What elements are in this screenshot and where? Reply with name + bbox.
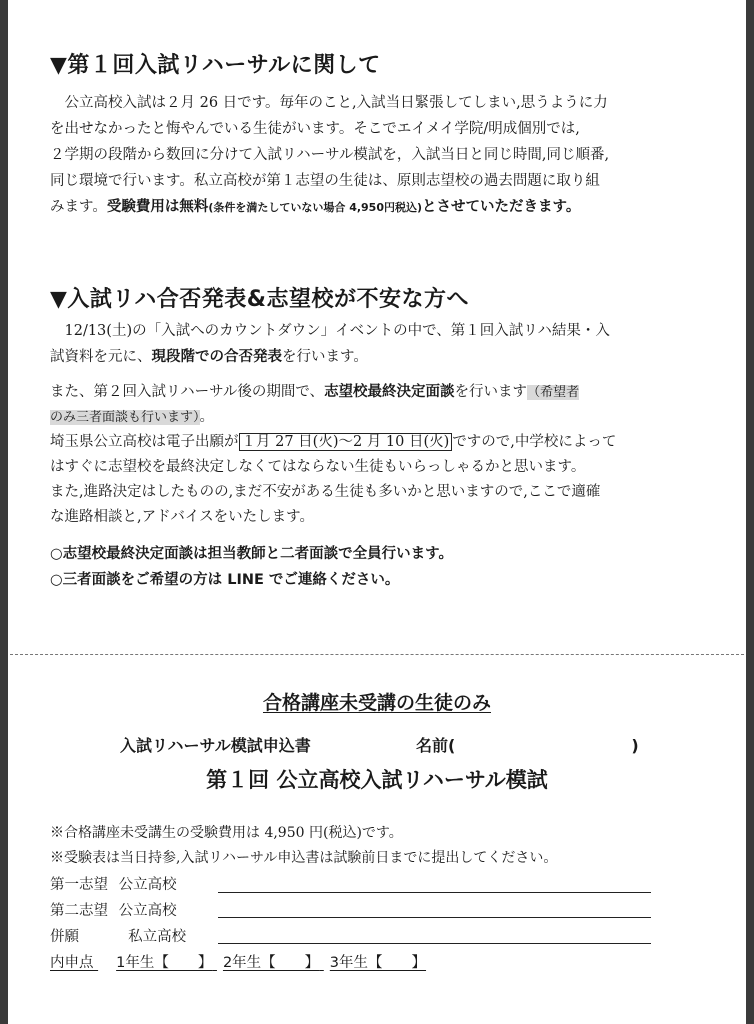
exam-title: 第１回 公立高校入試リハーサル模試 [206,768,548,792]
section1-heading: ▼第１回入試リハーサルに関して [50,53,381,78]
section2-p3-line-2: はすぐに志望校を最終決定しなくてはならない生徒もいらっしゃるかと思います。 [50,459,586,475]
combined-application-type: 私立高校 [128,929,187,945]
section2-p1-line-2-start: 試資料を元に、 [50,349,152,365]
section1-line-1: 公立高校入試は２月 26 日です。毎年のこと,入試当日緊張してしまい,思うように力 [50,95,608,111]
section2-p2-line-1-end: を行います [454,384,528,400]
fee-condition: (条件を満たしていない場合 4,950円税込) [208,201,423,214]
section2-paragraph-1 [50,318,710,370]
section2-p2-line-1-start: また、第２回入試リハーサル後の期間で、 [50,384,325,400]
form-target-heading: 合格講座未受講の生徒のみ [262,692,491,714]
section2-p3-line-4: な進路相談と,アドバイスをいたします。 [50,509,315,525]
note-two-party-interview: ○志望校最終決定面談は担当教師と二者面談で全員行います。 [50,546,453,562]
section2-p1-line-2 [50,344,710,370]
second-choice-row [50,899,177,920]
pass-announcement-bold: 現段階での合否発表 [151,349,282,365]
note-fee: ※合格講座未受講生の受験費用は 4,950 円(税込)です。 [50,825,403,841]
second-choice-label: 第二志望 [50,903,108,919]
note-three-party-line: ○三者面談をご希望の方は LINE でご連絡ください。 [50,572,400,588]
first-choice-row [50,873,177,894]
application-period-box: １月 27 日(火)〜2 月 10 日(火) [239,433,453,451]
first-choice-type: 公立高校 [118,877,177,893]
section2-p2-line-1 [50,380,710,405]
page-edge-left [0,0,8,1024]
section1-line-3: ２学期の段階から数回に分けて入試リハーサル模試を，入試当日と同じ時間,同じ順番, [50,147,610,163]
fee-end: とさせていただきます。 [422,199,581,215]
highlight-part-1: （希望者 [527,385,580,400]
highlight-part-2: のみ三者面談も行います） [50,410,200,425]
grades-label: 内申点 [50,955,94,971]
final-interview-bold: 志望校最終決定面談 [324,384,455,400]
grades-row [50,951,426,972]
section1-line-5-start: みます。 [50,199,107,215]
first-choice-input[interactable] [218,892,651,893]
grade-1-field[interactable]: 1年生【 】 [116,955,213,971]
note-submit: ※受験表は当日持参,入試リハーサル申込書は試験前日までに提出してください。 [50,850,558,866]
name-field[interactable]: 名前( ) [416,736,639,755]
section2-paragraph-2 [50,380,710,530]
form-title: 入試リハーサル模試申込書 [120,736,311,755]
combined-application-row [50,925,186,946]
combined-application-label: 併願 [50,929,94,945]
section2-p3-line-1-end: ですので,中学校によって [452,434,617,450]
section2-p2-line-2 [50,405,710,430]
cut-line [10,654,744,655]
section2-p3-line-1-start: 埼玉県公立高校は電子出願が [50,434,239,450]
interview-notes [50,541,710,593]
grade-2-field[interactable]: 2年生【 】 [222,955,320,971]
grade-3-field[interactable]: 3年生【 】 [329,955,427,971]
second-choice-input[interactable] [218,917,651,918]
section2-p1-line-2-end: を行います。 [282,349,368,365]
page-edge-right [746,0,754,1024]
section1-line-4: 同じ環境で行います。私立高校が第１志望の生徒は、原則志望校の過去問題に取り組 [50,173,600,189]
section2-p2-line-2-end: 。 [199,409,215,425]
section1-line-5 [50,194,710,221]
section2-p1-line-1: 12/13(土)の「入試へのカウントダウン」イベントの中で、第１回入試リハ結果・入 [50,323,610,339]
combined-application-input[interactable] [218,943,651,944]
section2-p3-line-1 [50,430,710,455]
section1-line-2: を出せなかったと悔やんでいる生徒がいます。そこでエイメイ学院/明成個別では, [50,121,580,137]
section2-p3-line-3: また,進路決定はしたものの,まだ不安がある生徒も多いかと思いますので,ここで適確 [50,484,601,500]
first-choice-label: 第一志望 [50,877,108,893]
second-choice-type: 公立高校 [118,903,177,919]
section2-heading: ▼入試リハ合否発表&志望校が不安な方へ [50,287,469,312]
section1-paragraph [50,90,710,221]
fee-bold: 受験費用は無料 [106,199,209,215]
